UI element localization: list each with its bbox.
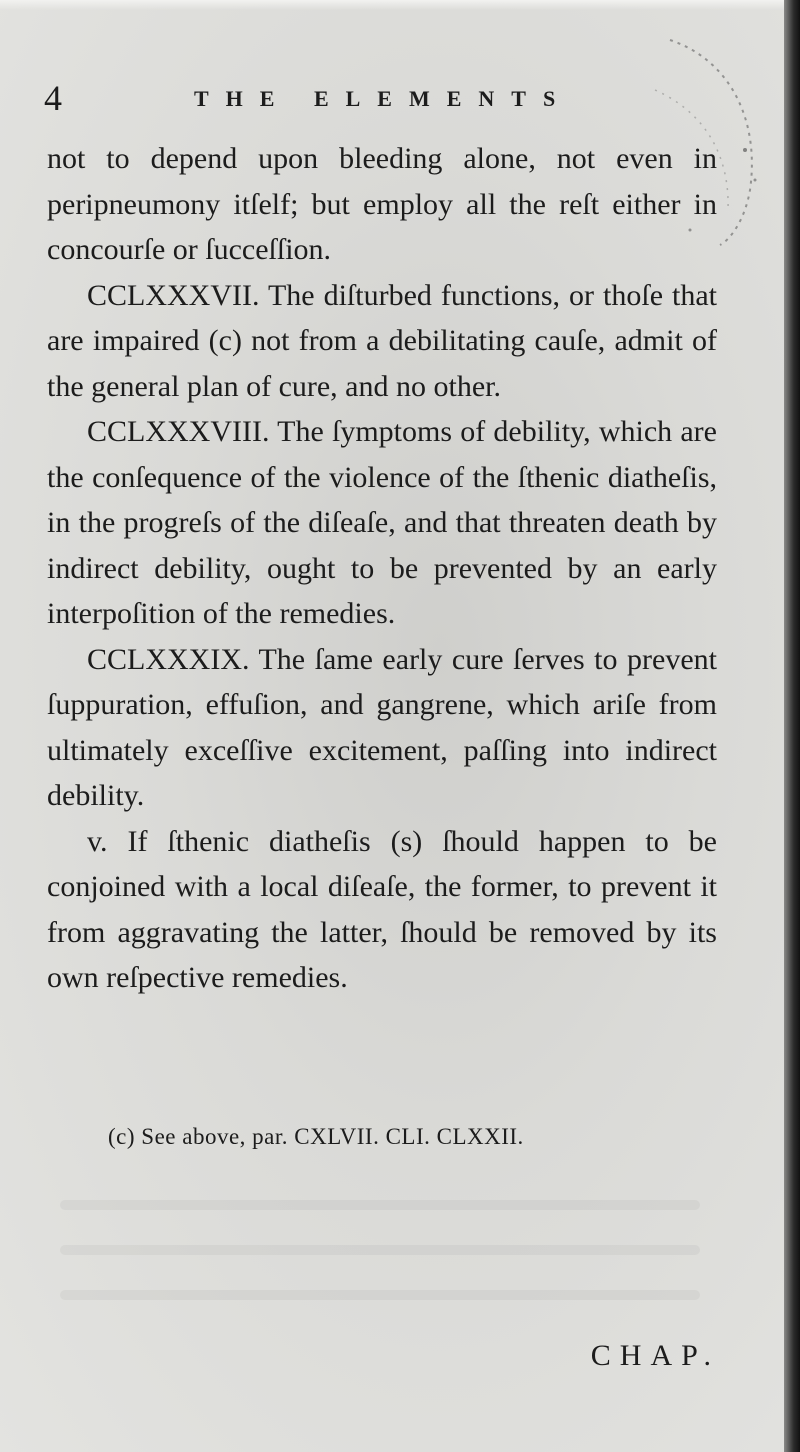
body-text — [47, 136, 717, 1001]
page-top-edge — [0, 0, 800, 10]
show-through-line — [60, 1290, 700, 1300]
paragraph-continuation: not to depend upon bleeding alone, not even in peripneumony itſelf; but employ all the reſt either in concourſe or ſucceſſion. — [47, 142, 717, 266]
footnote: (c) See above, par. CXLVII. CLI. CLXXII. — [108, 1124, 524, 1149]
running-head: THE ELEMENTS — [194, 86, 573, 111]
show-through-line — [60, 1200, 700, 1210]
paragraph-v: v. If ſthenic diatheſis (s) ſhould happen to be conjoined with a local diſeaſe, the former, to prevent it from aggravating the latter, ſhould be removed by its own reſpective remedies. — [47, 824, 717, 994]
paragraph-cclxxxvii: CCLXXXVII. The diſturbed functions, or thoſe that are impaired (c) not from a debilitating cauſe, admit of the general plan of cure, and no other. — [47, 278, 717, 403]
paragraph-cclxxxix: CCLXXXIX. The ſame early cure ſerves to prevent ſuppuration, effuſion, and gangrene, which ariſe from ultimately exceſſive excitement, paſſing into indirect debility. — [47, 642, 717, 812]
page-header — [44, 78, 724, 118]
paragraph-cclxxxviii: CCLXXXVIII. The ſymptoms of debility, which are the conſequence of the violence of the ſthenic diatheſis, in the progreſs of the diſeaſe, and that threaten death by indirect debility, ought to be prevented by an early interpoſition of the remedies. — [47, 415, 717, 630]
catchword: CHAP. — [590, 1339, 720, 1372]
show-through-line — [60, 1245, 700, 1255]
page-binding-edge — [784, 0, 800, 1452]
page-number: 4 — [44, 78, 62, 118]
